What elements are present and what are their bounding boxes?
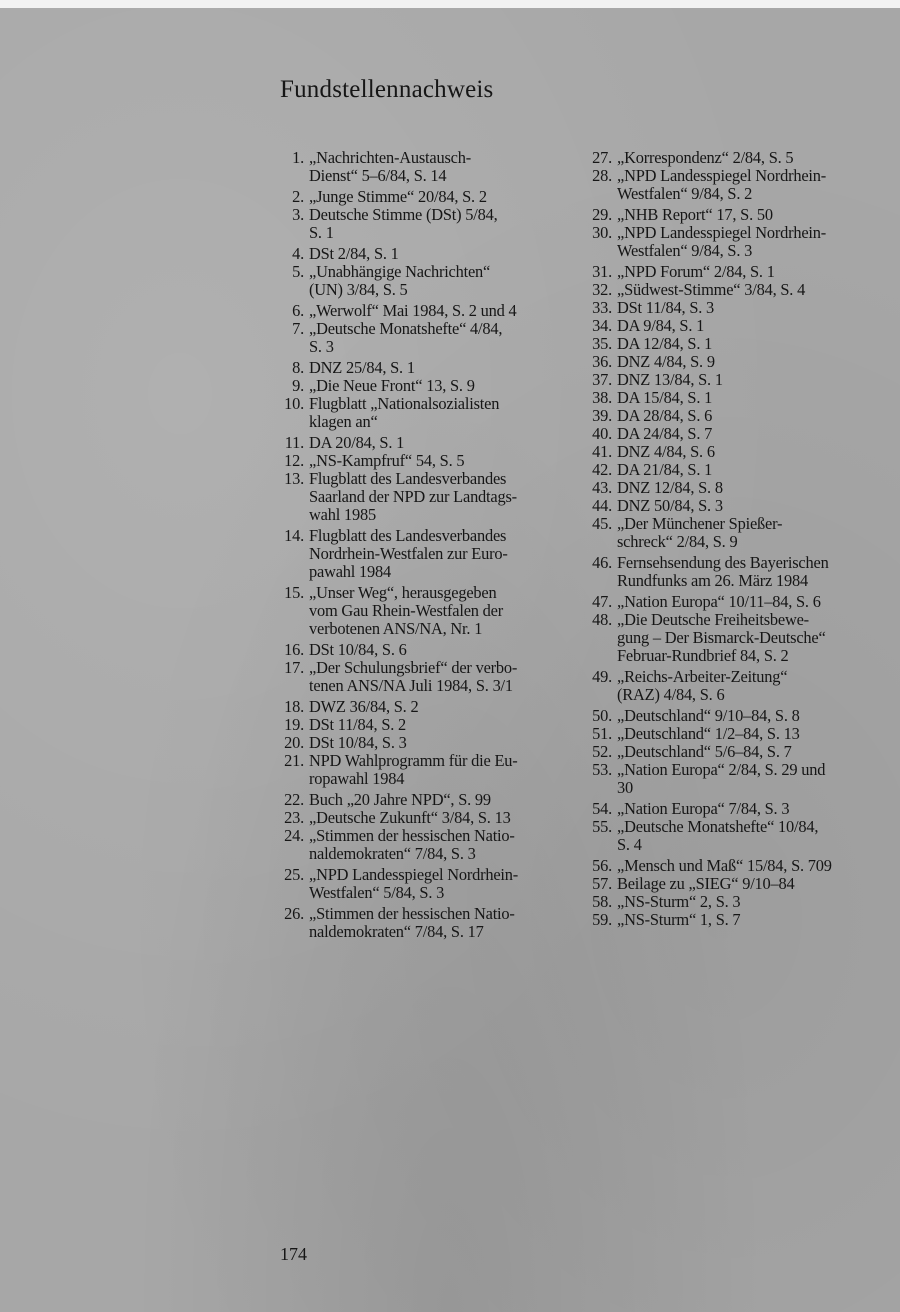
reference-entry [584,593,884,611]
reference-text: „NPD Forum“ 2/84, S. 1 [617,262,775,281]
reference-entry [276,149,576,185]
reference-number: 10. [284,394,304,413]
reference-entry [276,527,576,581]
reference-number: 2. [292,187,304,206]
reference-text: „Der Schulungsbrief“ der verbo- tenen ANS/NA Juli 1984, S. 3/1 [309,658,518,695]
reference-entry [584,389,884,407]
reference-text: DNZ 4/84, S. 9 [617,352,715,371]
reference-text: DA 9/84, S. 1 [617,316,705,335]
reference-number: 12. [284,451,304,470]
reference-text: DNZ 25/84, S. 1 [309,358,415,377]
reference-text: „Mensch und Maß“ 15/84, S. 709 [617,856,832,875]
reference-entry [584,443,884,461]
reference-number: 49. [592,667,612,686]
reference-entry [584,893,884,911]
reference-list-right [584,149,884,929]
reference-text: DSt 2/84, S. 1 [309,244,399,263]
reference-text: DA 15/84, S. 1 [617,388,713,407]
reference-number: 9. [292,376,304,395]
reference-entry [584,818,884,854]
reference-entry [584,497,884,515]
reference-entry [584,299,884,317]
reference-number: 33. [592,298,612,317]
reference-entry [584,761,884,797]
reference-entry [584,515,884,551]
reference-number: 35. [592,334,612,353]
reference-text: „Werwolf“ Mai 1984, S. 2 und 4 [309,301,517,320]
reference-number: 8. [292,358,304,377]
reference-entry [584,461,884,479]
reference-text: „Deutschland“ 9/10–84, S. 8 [617,706,800,725]
reference-text: Beilage zu „SIEG“ 9/10–84 [617,874,795,893]
reference-text: DA 28/84, S. 6 [617,406,713,425]
reference-number: 14. [284,526,304,545]
reference-text: „Die Neue Front“ 13, S. 9 [309,376,475,395]
reference-entry [584,317,884,335]
reference-text: „Stimmen der hessischen Natio- naldemokraten“ 7/84, S. 17 [309,904,515,941]
reference-number: 39. [592,406,612,425]
reference-entry [276,302,576,320]
reference-text: Flugblatt „Nationalsozialisten klagen an“ [309,394,500,431]
reference-number: 30. [592,223,612,242]
reference-text: „Reichs-Arbeiter-Zeitung“ (RAZ) 4/84, S. 6 [617,667,788,704]
reference-number: 56. [592,856,612,875]
reference-entry [584,425,884,443]
reference-number: 57. [592,874,612,893]
reference-number: 6. [292,301,304,320]
reference-entry [276,188,576,206]
reference-text: „Unabhängige Nachrichten“ (UN) 3/84, S. 5 [309,262,491,299]
reference-text: „NS-Sturm“ 2, S. 3 [617,892,741,911]
reference-text: „Der Münchener Spießer- schreck“ 2/84, S. 9 [617,514,783,551]
reference-number: 7. [292,319,304,338]
reference-number: 1. [292,148,304,167]
reference-number: 45. [592,514,612,533]
reference-number: 36. [592,352,612,371]
reference-text: „Korrespondenz“ 2/84, S. 5 [617,148,794,167]
reference-text: DSt 10/84, S. 6 [309,640,407,659]
reference-entry [584,371,884,389]
reference-number: 40. [592,424,612,443]
reference-entry [276,734,576,752]
reference-number: 24. [284,826,304,845]
reference-text: Deutsche Stimme (DSt) 5/84, S. 1 [309,205,498,242]
reference-number: 53. [592,760,612,779]
reference-text: „NPD Landesspiegel Nordrhein- Westfalen“ 9/84, S. 2 [617,166,827,203]
reference-text: „Die Deutsche Freiheitsbewe- gung – Der Bismarck-Deutsche“ Februar-Rundbrief 84, S. 2 [617,610,826,665]
reference-number: 21. [284,751,304,770]
reference-entry [276,584,576,638]
reference-text: „Nation Europa“ 7/84, S. 3 [617,799,790,818]
reference-text: DA 12/84, S. 1 [617,334,713,353]
reference-text: DSt 11/84, S. 2 [309,715,407,734]
reference-number: 32. [592,280,612,299]
reference-text: „NS-Kampfruf“ 54, S. 5 [309,451,465,470]
reference-text: Flugblatt des Landesverbandes Saarland der NPD zur Landtags- wahl 1985 [309,469,517,524]
reference-entry [276,641,576,659]
reference-number: 17. [284,658,304,677]
reference-number: 4. [292,244,304,263]
reference-number: 38. [592,388,612,407]
reference-entry [276,434,576,452]
reference-entry [584,206,884,224]
reference-number: 25. [284,865,304,884]
reference-text: „Deutsche Monatshefte“ 4/84, S. 3 [309,319,503,356]
reference-number: 15. [284,583,304,602]
reference-number: 11. [284,433,304,452]
reference-entry [276,470,576,524]
reference-number: 59. [592,910,612,929]
reference-text: „Unser Weg“, herausgegeben vom Gau Rhein-Westfalen der verbotenen ANS/NA, Nr. 1 [309,583,504,638]
reference-number: 54. [592,799,612,818]
reference-number: 31. [592,262,612,281]
reference-text: „Nachrichten-Austausch- Dienst“ 5–6/84, S. 14 [309,148,471,185]
reference-text: Fernsehsendung des Bayerischen Rundfunks am 26. März 1984 [617,553,829,590]
reference-entry [584,800,884,818]
page-number: 174 [280,1244,307,1264]
reference-text: DNZ 50/84, S. 3 [617,496,723,515]
reference-text: „Nation Europa“ 2/84, S. 29 und 30 [617,760,826,797]
reference-number: 52. [592,742,612,761]
reference-text: NPD Wahlprogramm für die Eu- ropawahl 1984 [309,751,518,788]
reference-entry [584,281,884,299]
reference-entry [276,395,576,431]
reference-number: 19. [284,715,304,734]
reference-entry [584,707,884,725]
reference-number: 55. [592,817,612,836]
reference-entry [584,335,884,353]
reference-text: „Stimmen der hessischen Natio- naldemokraten“ 7/84, S. 3 [309,826,515,863]
reference-text: DA 20/84, S. 1 [309,433,405,452]
reference-number: 46. [592,553,612,572]
reference-entry [584,479,884,497]
reference-number: 18. [284,697,304,716]
reference-number: 29. [592,205,612,224]
reference-text: „Junge Stimme“ 20/84, S. 2 [309,187,487,206]
reference-text: Flugblatt des Landesverbandes Nordrhein-Westfalen zur Euro- pawahl 1984 [309,526,508,581]
reference-number: 48. [592,610,612,629]
reference-number: 34. [592,316,612,335]
reference-entry [276,905,576,941]
reference-number: 3. [292,205,304,224]
reference-text: DA 21/84, S. 1 [617,460,713,479]
reference-text: „NHB Report“ 17, S. 50 [617,205,773,224]
reference-text: Buch „20 Jahre NPD“, S. 99 [309,790,491,809]
reference-entry [584,149,884,167]
reference-entry [584,611,884,665]
reference-number: 58. [592,892,612,911]
reference-entry [276,359,576,377]
reference-number: 27. [592,148,612,167]
reference-entry [584,167,884,203]
reference-entry [276,245,576,263]
reference-entry [276,752,576,788]
reference-text: DSt 10/84, S. 3 [309,733,407,752]
reference-list-left [276,149,576,944]
scan-top-edge [0,0,900,8]
reference-entry [584,875,884,893]
reference-entry [584,911,884,929]
reference-entry [276,698,576,716]
reference-text: „Deutsche Zukunft“ 3/84, S. 13 [309,808,511,827]
reference-text: „Deutsche Monatshefte“ 10/84, S. 4 [617,817,819,854]
reference-number: 51. [592,724,612,743]
page-title: Fundstellennachweis [280,76,494,103]
reference-text: „NS-Sturm“ 1, S. 7 [617,910,741,929]
reference-entry [276,791,576,809]
reference-entry [584,668,884,704]
reference-number: 16. [284,640,304,659]
reference-text: DNZ 13/84, S. 1 [617,370,723,389]
reference-entry [276,377,576,395]
reference-text: „Südwest-Stimme“ 3/84, S. 4 [617,280,806,299]
reference-entry [584,743,884,761]
reference-entry [276,206,576,242]
reference-entry [276,809,576,827]
reference-number: 5. [292,262,304,281]
reference-number: 23. [284,808,304,827]
reference-entry [276,320,576,356]
reference-entry [276,452,576,470]
reference-number: 26. [284,904,304,923]
reference-text: „NPD Landesspiegel Nordrhein- Westfalen“ 5/84, S. 3 [309,865,519,902]
reference-text: DA 24/84, S. 7 [617,424,713,443]
reference-number: 47. [592,592,612,611]
reference-text: DSt 11/84, S. 3 [617,298,715,317]
reference-number: 50. [592,706,612,725]
reference-entry [584,407,884,425]
reference-text: „Deutschland“ 5/6–84, S. 7 [617,742,792,761]
reference-number: 42. [592,460,612,479]
reference-entry [276,716,576,734]
reference-number: 43. [592,478,612,497]
reference-number: 22. [284,790,304,809]
reference-text: DNZ 4/84, S. 6 [617,442,715,461]
reference-entry [584,554,884,590]
reference-entry [584,353,884,371]
reference-entry [584,857,884,875]
reference-entry [276,263,576,299]
reference-entry [584,263,884,281]
reference-text: DNZ 12/84, S. 8 [617,478,723,497]
reference-text: „Nation Europa“ 10/11–84, S. 6 [617,592,821,611]
reference-text: „Deutschland“ 1/2–84, S. 13 [617,724,800,743]
reference-entry [584,725,884,743]
reference-number: 41. [592,442,612,461]
reference-entry [276,866,576,902]
reference-number: 20. [284,733,304,752]
reference-entry [276,827,576,863]
reference-number: 28. [592,166,612,185]
reference-entry [584,224,884,260]
reference-text: DWZ 36/84, S. 2 [309,697,419,716]
reference-entry [276,659,576,695]
reference-number: 44. [592,496,612,515]
reference-number: 13. [284,469,304,488]
reference-text: „NPD Landesspiegel Nordrhein- Westfalen“ 9/84, S. 3 [617,223,827,260]
reference-number: 37. [592,370,612,389]
